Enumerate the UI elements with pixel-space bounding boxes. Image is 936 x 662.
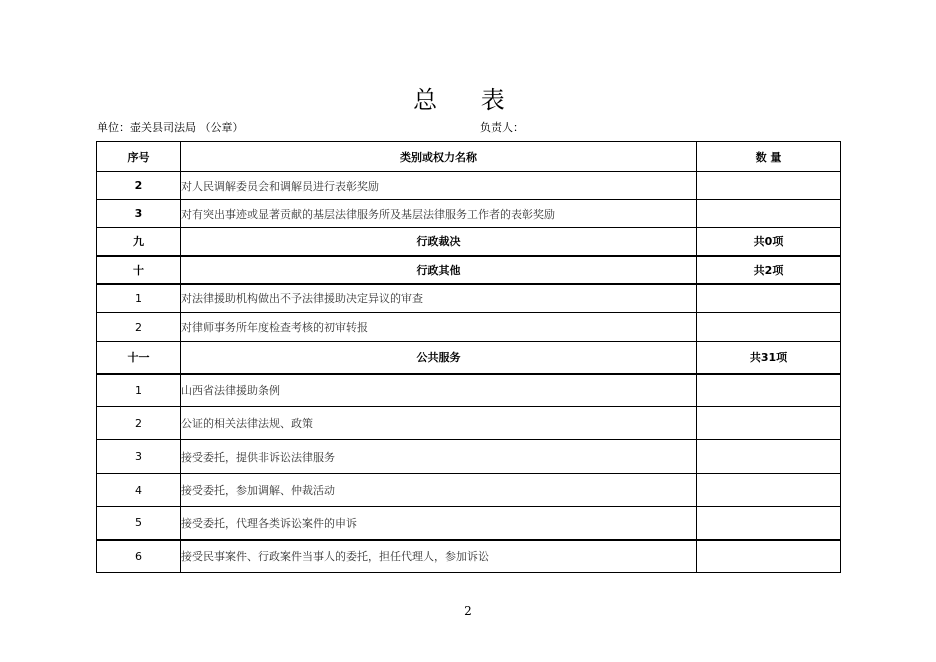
row-quantity: 共0项 xyxy=(697,228,841,256)
row-name: 对有突出事迹或显著贡献的基层法律服务所及基层法律服务工作者的表彰奖励 xyxy=(181,200,697,228)
row-name: 接受委托，代理各类诉讼案件的申诉 xyxy=(181,507,697,540)
page-number: 2 xyxy=(464,604,472,618)
row-name: 对法律援助机构做出不予法律援助决定异议的审查 xyxy=(181,284,697,313)
table-row xyxy=(97,440,841,474)
row-name: 接受民事案件、行政案件当事人的委托，担任代理人，参加诉讼 xyxy=(181,540,697,573)
row-quantity xyxy=(697,474,841,507)
row-quantity: 共31项 xyxy=(697,342,841,374)
row-quantity xyxy=(697,374,841,407)
row-quantity xyxy=(697,172,841,200)
table-row xyxy=(97,200,841,228)
table-row xyxy=(97,407,841,440)
summary-table xyxy=(96,141,841,573)
table-header-row xyxy=(97,142,841,172)
table-row xyxy=(97,313,841,342)
row-quantity: 共2项 xyxy=(697,256,841,284)
header-name: 类别或权力名称 xyxy=(181,142,697,172)
row-index: 九 xyxy=(97,228,181,256)
category-row xyxy=(97,342,841,374)
header-index: 序号 xyxy=(97,142,181,172)
row-name: 对律师事务所年度检查考核的初审转报 xyxy=(181,313,697,342)
unit-label: 单位：壶关县司法局 （公章） xyxy=(97,121,244,134)
row-name: 公证的相关法律法规、政策 xyxy=(181,407,697,440)
table-row xyxy=(97,284,841,313)
row-index: 5 xyxy=(97,507,181,540)
table-row xyxy=(97,374,841,407)
row-index: 6 xyxy=(97,540,181,573)
row-name: 公共服务 xyxy=(181,342,697,374)
header-quantity: 数 量 xyxy=(697,142,841,172)
table-row xyxy=(97,474,841,507)
row-quantity xyxy=(697,507,841,540)
category-row xyxy=(97,228,841,256)
row-name: 行政其他 xyxy=(181,256,697,284)
row-name: 对人民调解委员会和调解员进行表彰奖励 xyxy=(181,172,697,200)
row-index: 3 xyxy=(97,200,181,228)
row-quantity xyxy=(697,440,841,474)
row-index: 2 xyxy=(97,172,181,200)
row-quantity xyxy=(697,284,841,313)
row-quantity xyxy=(697,540,841,573)
row-index: 4 xyxy=(97,474,181,507)
row-index: 十 xyxy=(97,256,181,284)
row-index: 1 xyxy=(97,374,181,407)
row-quantity xyxy=(697,313,841,342)
row-index: 十一 xyxy=(97,342,181,374)
row-index: 1 xyxy=(97,284,181,313)
page-title: 总 表 xyxy=(413,86,523,114)
row-quantity xyxy=(697,200,841,228)
row-name: 行政裁决 xyxy=(181,228,697,256)
responsible-label: 负责人： xyxy=(480,121,524,134)
row-index: 3 xyxy=(97,440,181,474)
row-index: 2 xyxy=(97,407,181,440)
row-index: 2 xyxy=(97,313,181,342)
table-row xyxy=(97,507,841,540)
table-row xyxy=(97,172,841,200)
row-quantity xyxy=(697,407,841,440)
row-name: 接受委托，提供非诉讼法律服务 xyxy=(181,440,697,474)
table-row xyxy=(97,540,841,573)
row-name: 接受委托，参加调解、仲裁活动 xyxy=(181,474,697,507)
category-row xyxy=(97,256,841,284)
row-name: 山西省法律援助条例 xyxy=(181,374,697,407)
